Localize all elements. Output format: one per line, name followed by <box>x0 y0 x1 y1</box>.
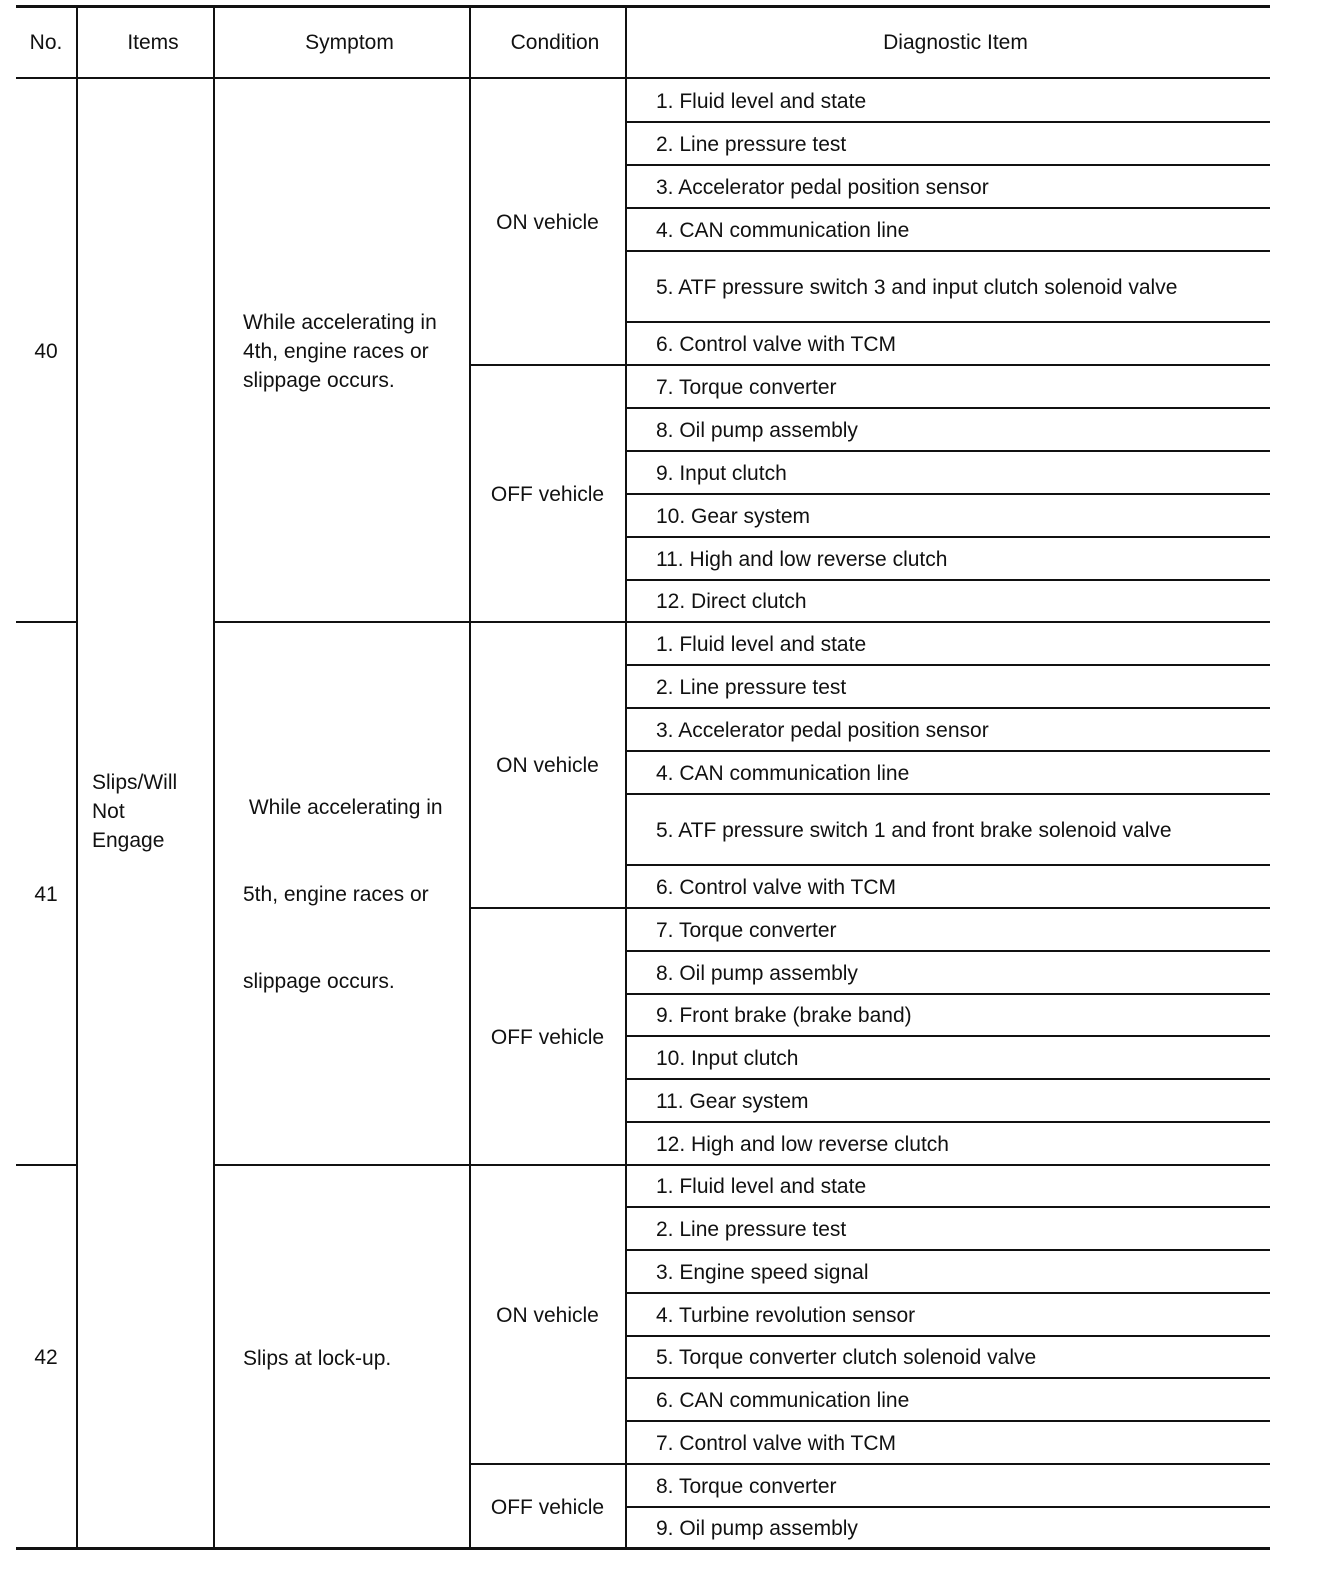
grid-line <box>625 1292 1270 1294</box>
grid-line <box>625 993 1270 995</box>
symptom-line: 5th, engine races or <box>243 883 429 906</box>
grid-line <box>625 1078 1270 1080</box>
grid-line <box>469 8 471 1550</box>
header-items: Items <box>127 31 179 54</box>
grid-line <box>625 1335 1270 1337</box>
symptom-cell <box>229 80 469 623</box>
grid-line <box>213 8 215 1550</box>
row-number: 40 <box>34 339 58 363</box>
diagnostic-item: 3. Accelerator pedal position sensor <box>656 175 989 199</box>
items-line: Not <box>92 800 125 823</box>
grid-line <box>625 1035 1270 1037</box>
diagnostic-item: 11. Gear system <box>656 1089 809 1113</box>
header-symptom: Symptom <box>305 31 394 54</box>
items-line: Engage <box>92 829 165 852</box>
diagnostic-item: 1. Fluid level and state <box>656 89 867 113</box>
diagnostic-item: 7. Torque converter <box>656 918 837 942</box>
diagnostic-item: 5. ATF pressure switch 3 and input clutch solenoid valve <box>656 275 1178 299</box>
grid-line <box>625 450 1270 452</box>
condition-off-vehicle: OFF vehicle <box>490 1495 605 1519</box>
items-cell <box>92 768 177 855</box>
condition-on-vehicle: ON vehicle <box>496 754 599 777</box>
grid-line <box>625 864 1270 866</box>
symptom-cell <box>229 623 469 1166</box>
header-separator <box>16 77 1270 79</box>
diagnostic-item: 7. Control valve with TCM <box>656 1431 897 1455</box>
diagnostic-item: 9. Oil pump assembly <box>656 1517 858 1540</box>
diagnostic-item: 8. Torque converter <box>656 1474 837 1498</box>
row-number: 41 <box>34 882 58 906</box>
diagnostic-item: 2. Line pressure test <box>656 132 847 156</box>
diagnostic-item: 6. Control valve with TCM <box>656 332 897 356</box>
grid-line <box>16 1164 77 1166</box>
grid-line <box>76 8 78 623</box>
symptom-line: While accelerating in <box>243 796 443 819</box>
diagnostic-item: 4. Turbine revolution sensor <box>656 1303 916 1327</box>
symptom-line: slippage occurs. <box>243 369 395 392</box>
diagnostic-item: 9. Input clutch <box>656 461 787 485</box>
header-condition: Condition <box>510 31 600 54</box>
header-diagnostic-item: Diagnostic Item <box>883 31 1028 54</box>
symptom-line: slippage occurs. <box>243 970 395 993</box>
diagnostic-item: 3. Accelerator pedal position sensor <box>656 718 989 742</box>
grid-line <box>469 1463 1270 1465</box>
diagnostic-item: 8. Oil pump assembly <box>656 961 858 985</box>
grid-line <box>625 664 1270 666</box>
row-number: 42 <box>34 1346 58 1369</box>
grid-line <box>625 207 1270 209</box>
header-no: No. <box>29 31 63 54</box>
condition-off-vehicle: OFF vehicle <box>490 1025 605 1049</box>
symptom-line: While accelerating in <box>243 311 437 334</box>
diagnostic-item: 1. Fluid level and state <box>656 1175 867 1198</box>
grid-line <box>625 8 627 1550</box>
items-line: Slips/Will <box>92 771 178 794</box>
symptom-cell <box>229 1166 469 1550</box>
diagnostic-item: 11. High and low reverse clutch <box>656 547 948 571</box>
condition-off-vehicle: OFF vehicle <box>490 482 605 506</box>
diagnostic-item: 2. Line pressure test <box>656 1217 847 1241</box>
condition-on-vehicle: ON vehicle <box>496 1303 599 1327</box>
symptom-line: 4th, engine races or <box>243 340 429 363</box>
grid-line <box>625 750 1270 752</box>
diagnostic-table <box>16 5 1270 1550</box>
diagnostic-item: 8. Oil pump assembly <box>656 418 858 442</box>
grid-line <box>213 621 1270 623</box>
grid-line <box>625 1249 1270 1251</box>
grid-line <box>625 321 1270 323</box>
symptom-line: Slips at lock-up. <box>243 1346 392 1370</box>
grid-line <box>625 121 1270 123</box>
grid-line <box>469 907 1270 909</box>
grid-line <box>76 623 78 1166</box>
grid-line <box>625 536 1270 538</box>
diagnostic-item: 10. Gear system <box>656 504 811 528</box>
grid-line <box>625 164 1270 166</box>
diagnostic-item: 1. Fluid level and state <box>656 632 867 656</box>
grid-line <box>625 1506 1270 1508</box>
diagnostic-item: 4. CAN communication line <box>656 761 910 785</box>
grid-line <box>625 1206 1270 1208</box>
grid-line <box>625 1121 1270 1123</box>
diagnostic-item: 12. High and low reverse clutch <box>656 1132 949 1156</box>
grid-line <box>625 407 1270 409</box>
grid-line <box>76 1166 78 1550</box>
grid-line <box>625 950 1270 952</box>
diagnostic-item: 9. Front brake (brake band) <box>656 1004 912 1027</box>
diagnostic-item: 6. Control valve with TCM <box>656 875 897 899</box>
diagnostic-item: 5. ATF pressure switch 1 and front brake solenoid valve <box>656 818 1172 842</box>
diagnostic-item: 4. CAN communication line <box>656 218 910 242</box>
diagnostic-item: 2. Line pressure test <box>656 675 847 699</box>
grid-line <box>16 621 77 623</box>
grid-line <box>213 1164 1270 1166</box>
grid-line <box>625 707 1270 709</box>
grid-line <box>625 579 1270 581</box>
grid-line <box>625 493 1270 495</box>
diagnostic-item: 5. Torque converter clutch solenoid valve <box>656 1346 1037 1369</box>
diagnostic-item: 10. Input clutch <box>656 1046 799 1070</box>
condition-on-vehicle: ON vehicle <box>496 210 599 234</box>
diagnostic-item: 12. Direct clutch <box>656 590 807 613</box>
diagnostic-item: 3. Engine speed signal <box>656 1260 869 1284</box>
grid-line <box>469 364 1270 366</box>
diagnostic-item: 7. Torque converter <box>656 375 837 399</box>
grid-line <box>625 793 1270 795</box>
grid-line <box>625 250 1270 252</box>
grid-line <box>625 1377 1270 1379</box>
diagnostic-item: 6. CAN communication line <box>656 1388 910 1412</box>
grid-line <box>625 1420 1270 1422</box>
